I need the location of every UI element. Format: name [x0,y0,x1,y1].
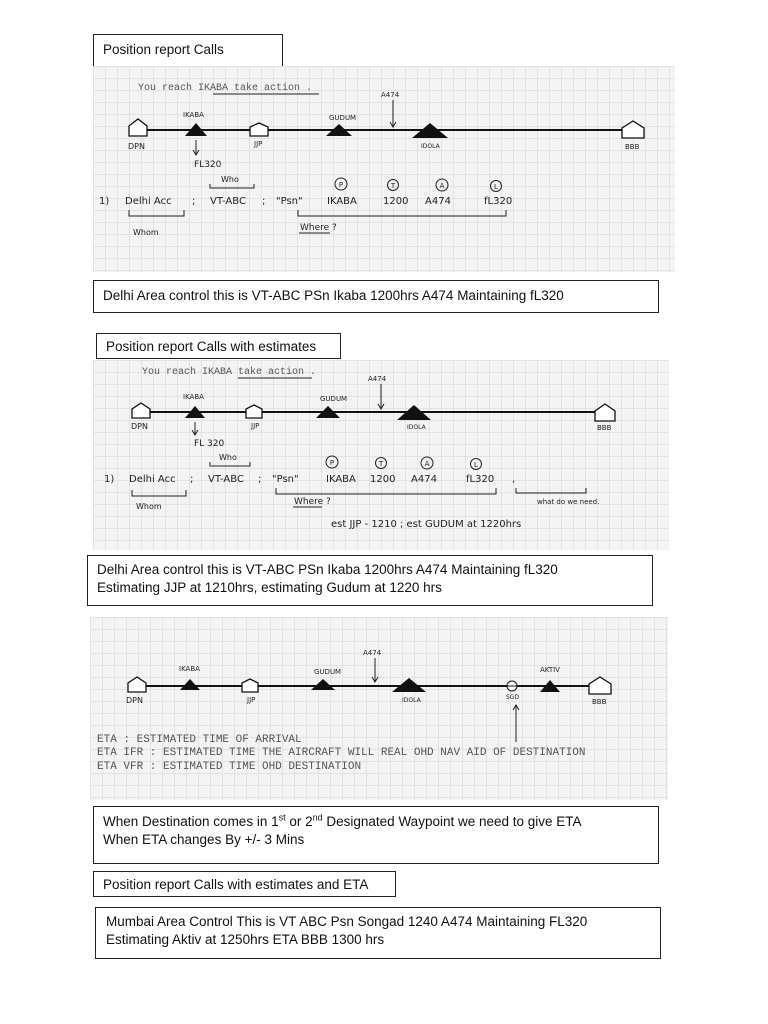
s1-where-label: Where ? [300,223,337,233]
section4-caption-line1: Mumbai Area Control This is VT ABC Psn Songad 1240 A474 Maintaining FL320 [106,914,588,929]
section4-caption-box [95,907,661,959]
s2-circle-p-text: P [329,459,335,467]
s3-eta-line1: ETA : ESTIMATED TIME OF ARRIVAL [97,734,302,746]
s3-label-jjp: JJP [247,696,256,704]
section2-title: Position report Calls with estimates [106,339,317,354]
s2-where-label: Where ? [294,497,331,507]
s2-label-ikaba: IKABA [183,393,204,401]
s2-label-airway: A474 [368,375,387,383]
section4-caption-line2: Estimating Aktiv at 1250hrs ETA BBB 1300 hrs [106,932,385,947]
s1-circle-t-text: T [390,182,396,190]
s1-label-airway: A474 [381,91,400,99]
s2-circle-l-text: L [474,461,478,469]
s3-gudum-triangle-icon [311,679,335,690]
s2-row-sep1: ; [190,474,194,485]
s2-row-route: A474 [411,474,437,485]
s1-circle-p-text: P [338,181,344,189]
s2-instruction: You reach IKABA take action . [142,367,317,378]
section4-title-box [93,871,396,897]
s2-label-idola: IDOLA [407,424,426,431]
s3-label-aktiv: AKTIV [540,666,560,674]
s1-row-num: 1) [99,196,110,207]
s2-label-dpn: DPN [131,422,148,431]
s3-dpn-house-icon [128,677,146,692]
s2-row-sep2: ; [258,474,262,485]
s1-row-callsign: VT-ABC [210,196,246,207]
s2-circle-a-text: A [424,460,430,468]
s1-circle-l-text: L [494,183,498,191]
s1-circle-a-text: A [439,182,445,190]
s3-eta-line3: ETA VFR : ESTIMATED TIME OHD DESTINATION [97,761,362,773]
s1-row-time: 1200 [383,196,409,207]
s3-label-dpn: DPN [126,696,143,705]
s3-label-idola: IDOLA [402,697,421,704]
s1-row-fix: IKABA [327,196,357,207]
s3-label-airway: A474 [363,649,382,657]
s2-label-jjp: JJP [251,422,260,430]
s3-ikaba-triangle-icon [180,679,200,690]
s2-row-num: 1) [104,474,115,485]
section2-caption-line1: Delhi Area control this is VT-ABC PSn Ikaba 1200hrs A474 Maintaining fL320 [97,562,558,577]
s1-label-dpn: DPN [128,142,145,151]
section2-caption-line2: Estimating JJP at 1210hrs, estimating Gudum at 1220 hrs [97,580,442,595]
s2-label-bbb: BBB [597,424,612,432]
s1-label-idola: IDOLA [421,143,440,150]
section1-caption: Delhi Area control this is VT-ABC PSn Ikaba 1200hrs A474 Maintaining fL320 [103,288,564,303]
s2-row-callsign: VT-ABC [208,474,244,485]
section4-title: Position report Calls with estimates and ETA [103,877,369,892]
s3-label-gudum: GUDUM [314,668,342,676]
s2-label-gudum: GUDUM [320,395,348,403]
s2-row-fix: IKABA [326,474,356,485]
s3-eta-line2: ETA IFR : ESTIMATED TIME THE AIRCRAFT WILL REAL OHD NAV AID OF DESTINATION [97,747,586,759]
s1-label-gudum: GUDUM [329,114,357,122]
s1-instruction: You reach IKABA take action . [138,83,313,94]
s2-need-label: what do we need. [537,498,600,506]
s1-label-ikaba: IKABA [183,111,204,119]
s3-jjp-marker-icon [242,679,258,692]
s1-row-fl: fL320 [484,196,513,207]
s1-label-jjp: JJP [254,140,263,148]
s1-row-sep2: ; [262,196,266,207]
s1-who-label: Who [221,175,239,184]
s2-row-comma: , [512,474,516,485]
s1-row-route: A474 [425,196,451,207]
s1-row-sep1: ; [192,196,196,207]
s2-level: FL 320 [194,439,225,449]
section3-note-line1: When Destination comes in 1st or 2nd Designated Waypoint we need to give ETA [103,812,582,829]
s3-label-sgd: SGD [506,694,520,701]
s1-whom-label: Whom [133,228,159,237]
s2-row-fl: fL320 [466,474,495,485]
s2-who-label: Who [219,453,237,462]
s3-bbb-house-icon [589,677,611,694]
s2-row-time: 1200 [370,474,396,485]
section3-note-line2: When ETA changes By +/- 3 Mins [103,832,305,847]
s2-estimates: est JJP - 1210 ; est GUDUM at 1220hrs [331,519,522,530]
s1-level: FL320 [194,160,222,170]
s2-row-psn: "Psn" [272,474,299,485]
s1-row-psn: "Psn" [276,196,303,207]
s1-row-station: Delhi Acc [125,196,172,207]
section3-note-box [93,806,659,864]
s3-label-bbb: BBB [592,698,607,706]
s1-label-bbb: BBB [625,143,640,151]
section1-title: Position report Calls [103,42,224,57]
s2-whom-label: Whom [136,502,162,511]
s2-row-station: Delhi Acc [129,474,176,485]
s2-circle-t-text: T [378,460,384,468]
s3-label-ikaba: IKABA [179,665,200,673]
